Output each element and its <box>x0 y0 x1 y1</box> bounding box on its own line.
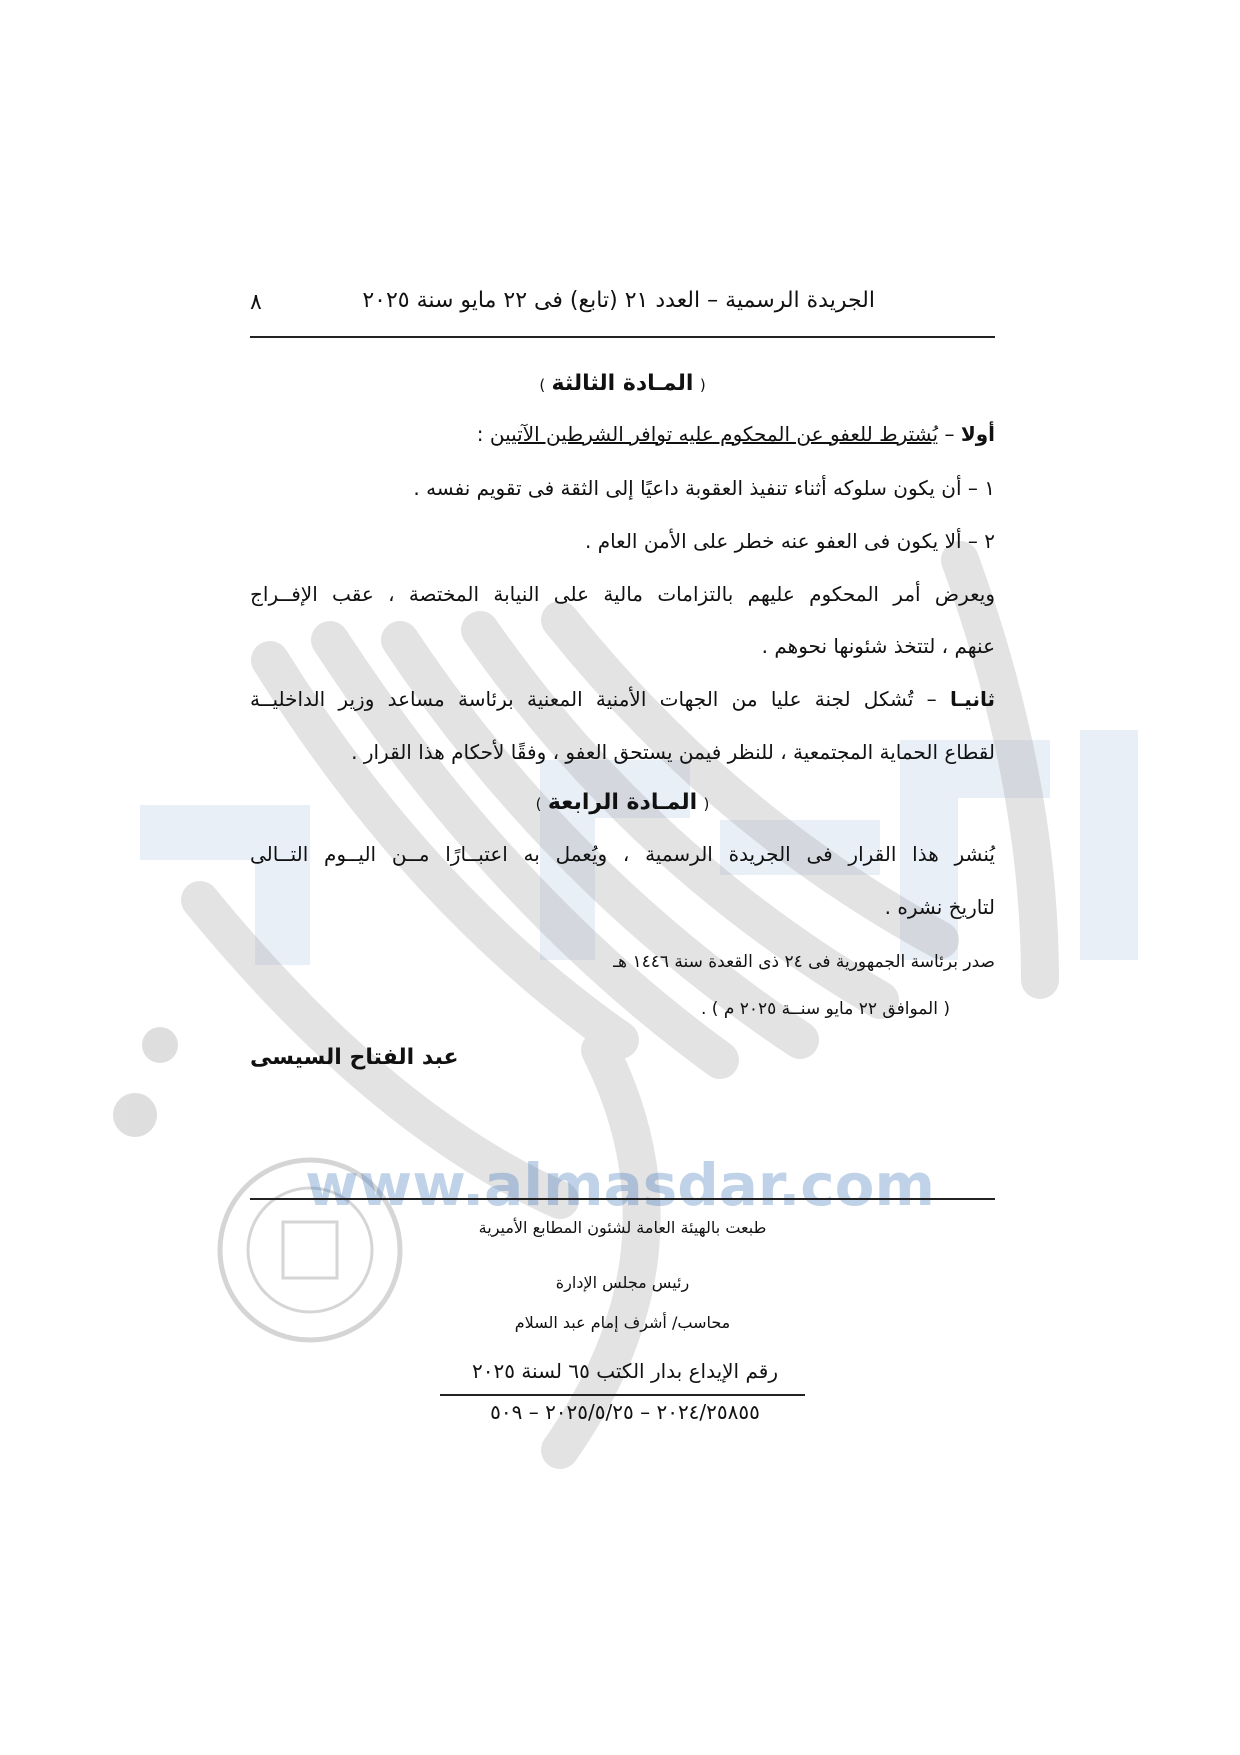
footer-divider <box>250 1198 995 1200</box>
issuance-line1: صدر برئاسة الجمهورية فى ٢٤ ذى القعدة سنة ١٤٤٦ هـ <box>613 952 995 972</box>
second-label: ثانيـا <box>949 687 995 711</box>
article3-heading: ( المـادة الثالثة ) <box>539 371 706 396</box>
article4-line1: يُنشر هذا القرار فى الجريدة الرسمية ، ويُعمل به اعتبــارًا مــن اليــوم التــالى <box>250 842 995 866</box>
article4-line2: لتاريخ نشره . <box>884 895 995 919</box>
chair-name: محاسب/ أشرف إمام عبد السلام <box>514 1313 731 1332</box>
deposit-codes: ٢٠٢٤/٢٥٨٥٥ – ٢٠٢٥/٥/٢٥ – ٥٠٩ <box>490 1400 760 1424</box>
content-area <box>250 0 995 1755</box>
first-label: أولا <box>960 422 995 446</box>
issuance-line2: ( الموافق ٢٢ مايو سنــة ٢٠٢٥ م ) . <box>700 999 950 1019</box>
deposit-number: رقم الإيداع بدار الكتب ٦٥ لسنة ٢٠٢٥ <box>472 1359 778 1383</box>
header-divider <box>250 336 995 338</box>
paragraph1-line1: ويعرض أمر المحكوم عليهم بالتزامات مالية على النيابة المختصة ، عقب الإفــراج <box>250 582 995 606</box>
second-clause-line1: ثانيـا – تُشكل لجنة عليا من الجهات الأمنية المعنية برئاسة مساعد وزير الداخليــة <box>250 687 995 711</box>
watermark-dots <box>113 1027 178 1137</box>
condition-2: ٢ – ألا يكون فى العفو عنه خطر على الأمن العام . <box>584 529 995 553</box>
printed-by: طبعت بالهيئة العامة لشئون المطابع الأميرية <box>478 1218 767 1237</box>
first-clause-text: يُشترط للعفو عن المحكوم عليه توافر الشرطين الآتيين <box>489 422 939 446</box>
header-title: الجريدة الرسمية – العدد ٢١ (تابع) فى ٢٢ مايو سنة ٢٠٢٥ <box>362 288 875 313</box>
second-clause-line2: لقطاع الحماية المجتمعية ، للنظر فيمن يستحق العفو ، وفقًا لأحكام هذا القرار . <box>351 740 995 764</box>
condition-1: ١ – أن يكون سلوكه أثناء تنفيذ العقوبة داعيًا إلى الثقة فى تقويم نفسه . <box>413 476 995 500</box>
watermark-site-text: www.almasdar.com <box>305 1151 935 1219</box>
deposit-divider <box>440 1394 805 1396</box>
page-number: ٨ <box>250 290 262 315</box>
article3-title: المـادة الثالثة <box>551 371 694 396</box>
paragraph1-line2: عنهم ، لتتخذ شئونها نحوهم . <box>761 634 995 658</box>
article4-heading: ( المـادة الرابعة ) <box>535 790 710 815</box>
article4-title: المـادة الرابعة <box>547 790 698 815</box>
signature: عبد الفتاح السيسى <box>250 1045 459 1070</box>
article3-first-clause: أولا – يُشترط للعفو عن المحكوم عليه توافر الشرطين الآتيين : <box>476 422 995 446</box>
chair-title: رئيس مجلس الإدارة <box>555 1273 690 1292</box>
page-header <box>250 282 995 322</box>
